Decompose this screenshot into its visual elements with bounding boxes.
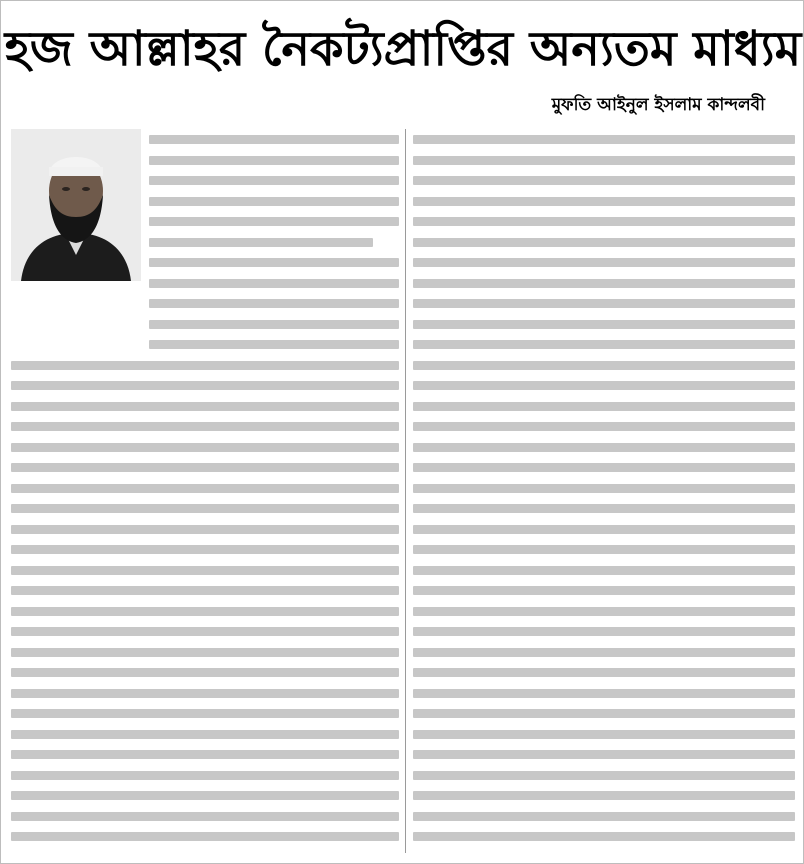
text-line bbox=[11, 525, 399, 534]
text-line bbox=[11, 422, 399, 431]
text-line bbox=[413, 156, 795, 165]
text-line bbox=[11, 689, 399, 698]
text-line bbox=[149, 197, 399, 206]
text-line bbox=[11, 832, 399, 841]
text-line bbox=[413, 197, 795, 206]
text-line bbox=[413, 525, 795, 534]
text-line bbox=[11, 730, 399, 739]
text-line bbox=[413, 135, 795, 144]
text-line bbox=[11, 504, 399, 513]
text-line bbox=[149, 238, 373, 247]
text-line bbox=[11, 812, 399, 821]
text-line bbox=[413, 586, 795, 595]
article-headline: হজ আল্লাহর নৈকট্যপ্রাপ্তির অন্যতম মাধ্যম bbox=[4, 21, 802, 77]
text-line bbox=[149, 176, 399, 185]
text-line bbox=[413, 361, 795, 370]
text-line bbox=[413, 279, 795, 288]
text-line bbox=[413, 463, 795, 472]
column-divider bbox=[405, 129, 406, 853]
text-line bbox=[11, 750, 399, 759]
text-line bbox=[413, 340, 795, 349]
text-line bbox=[413, 176, 795, 185]
article-byline: মুফতি আইনুল ইসলাম কান্দলবী bbox=[551, 95, 765, 115]
text-line bbox=[149, 135, 399, 144]
text-line bbox=[413, 402, 795, 411]
text-line bbox=[149, 320, 399, 329]
text-line bbox=[11, 381, 399, 390]
text-line bbox=[149, 156, 399, 165]
text-line bbox=[413, 381, 795, 390]
text-line bbox=[413, 689, 795, 698]
text-line bbox=[413, 730, 795, 739]
text-line bbox=[413, 668, 795, 677]
text-line bbox=[11, 545, 399, 554]
text-line bbox=[149, 258, 399, 267]
text-line bbox=[11, 709, 399, 718]
text-line bbox=[413, 607, 795, 616]
text-line bbox=[149, 279, 399, 288]
text-line bbox=[11, 443, 399, 452]
text-line bbox=[413, 258, 795, 267]
text-line bbox=[149, 299, 399, 308]
text-line bbox=[11, 648, 399, 657]
text-line bbox=[413, 750, 795, 759]
text-line bbox=[11, 586, 399, 595]
text-line bbox=[11, 566, 399, 575]
text-line bbox=[11, 668, 399, 677]
text-line bbox=[11, 361, 399, 370]
text-line bbox=[11, 463, 399, 472]
text-line bbox=[413, 484, 795, 493]
text-line bbox=[11, 791, 399, 800]
text-line bbox=[413, 238, 795, 247]
text-line bbox=[413, 320, 795, 329]
text-line bbox=[413, 422, 795, 431]
text-line bbox=[149, 340, 399, 349]
text-line bbox=[413, 443, 795, 452]
article-body-right-column bbox=[413, 135, 795, 853]
text-line bbox=[413, 627, 795, 636]
text-line bbox=[11, 627, 399, 636]
article-body-left-column bbox=[11, 135, 399, 853]
text-line bbox=[413, 566, 795, 575]
text-line bbox=[11, 402, 399, 411]
text-line bbox=[413, 771, 795, 780]
text-line bbox=[413, 791, 795, 800]
text-line bbox=[413, 217, 795, 226]
text-line bbox=[413, 832, 795, 841]
text-line bbox=[11, 484, 399, 493]
text-line bbox=[413, 709, 795, 718]
text-line bbox=[413, 504, 795, 513]
text-line bbox=[149, 217, 399, 226]
text-line bbox=[11, 607, 399, 616]
text-line bbox=[413, 299, 795, 308]
text-line bbox=[413, 545, 795, 554]
text-line bbox=[413, 812, 795, 821]
text-line bbox=[413, 648, 795, 657]
text-line bbox=[11, 771, 399, 780]
